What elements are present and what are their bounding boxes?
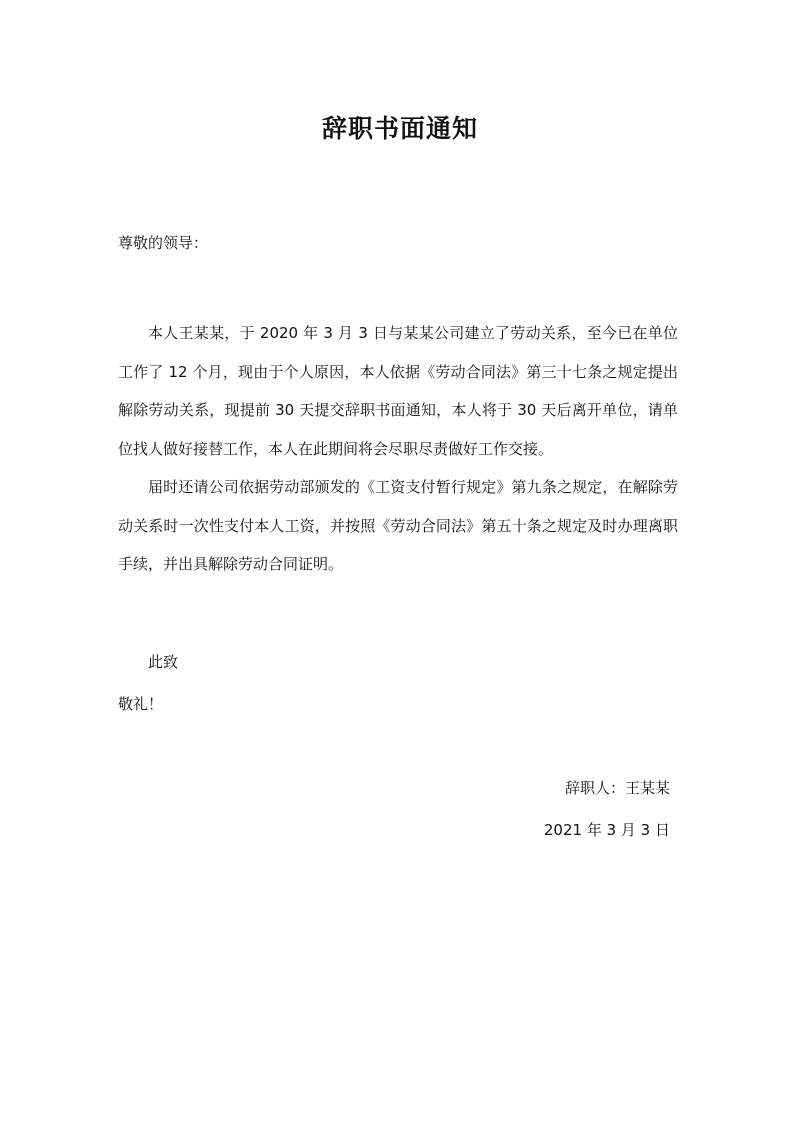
closing-line-cizhi: 此致 — [148, 653, 179, 671]
salutation: 尊敬的领导： — [118, 234, 209, 252]
signature-date: 2021 年 3 月 3 日 — [543, 821, 670, 839]
closing-line-jingli: 敬礼！ — [118, 695, 164, 713]
document-title: 辞职书面通知 — [321, 114, 478, 143]
letter-body — [118, 314, 678, 584]
signer-name: 辞职人：王某某 — [564, 779, 670, 797]
body-paragraph-2: 届时还请公司依据劳动部颁发的《工资支付暂行规定》第九条之规定，在解除劳动关系时一次性支付本人工资，并按照《劳动合同法》第五十条之规定及时办理离职手续，并出具解除劳动合同证明。 — [118, 478, 678, 573]
body-paragraph-1: 本人王某某，于 2020 年 3 月 3 日与某某公司建立了劳动关系，至今已在单位工作了 12 个月，现由于个人原因，本人依据《劳动合同法》第三十七条之规定提出解除劳动关系，现提前 30 天提交辞职书面通知，本人将于 30 天后离开单位，请单位找人做好接替工作，本人在此期间将会尽职尽责做好工作交接。 — [118, 324, 678, 458]
